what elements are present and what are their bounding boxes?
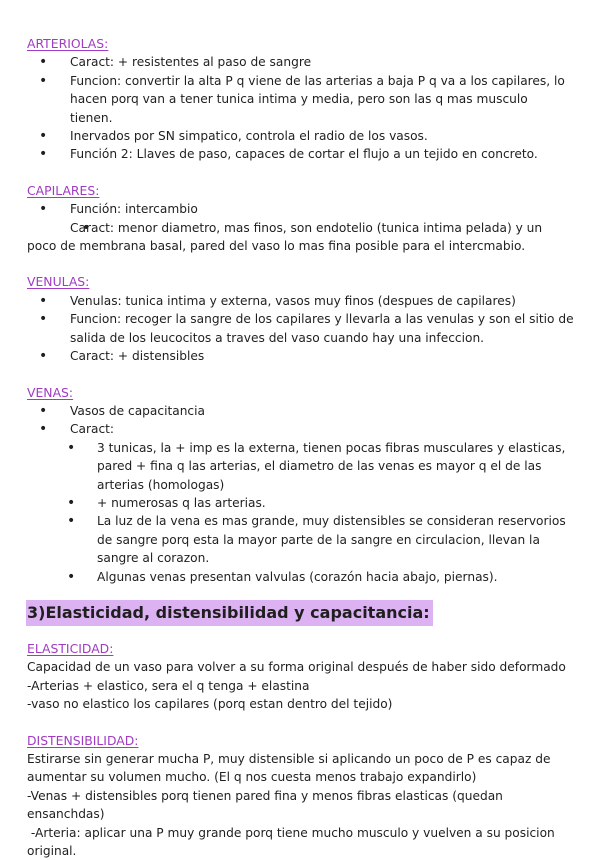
- list-item: • Inervados por SN simpatico, controla el radio de los vasos.: [27, 127, 574, 145]
- list-item: • La luz de la vena es mas grande, muy distensibles se consideran reservorios de sangre porq esta la mayor parte de la sangre en circulacion, llevan la sangre al corazon.: [27, 512, 574, 567]
- paragraph: -Arteria: aplicar una P muy grande porq tiene mucho musculo y vuelven a su posicion original.: [27, 825, 559, 859]
- list-item: • Caract: + resistentes al paso de sangre: [27, 53, 574, 71]
- list-item: • Funcion: convertir la alta P q viene de las arterias a baja P q va a los capilares, lo hacen porq van a tener tunica intima y media, pero son las q mas musculo tienen.: [27, 72, 574, 127]
- section-venulas: [27, 255, 574, 365]
- list-item: • + numerosas q las arterias.: [27, 494, 574, 512]
- list-item: • Venulas: tunica intima y externa, vasos muy finos (despues de capilares): [27, 292, 574, 310]
- capilares-title: CAPILARES:: [27, 182, 100, 198]
- section-heading: [27, 586, 574, 626]
- list-item: • Funcion: recoger la sangre de los capilares y llevarla a las venulas y son el sitio de salida de los leucocitos a traves del vaso cuando hay una infeccion.: [27, 310, 574, 347]
- list-item: • Función: intercambio: [27, 200, 574, 218]
- venulas-list: [27, 292, 574, 366]
- list-item: • 3 tunicas, la + imp es la externa, tienen pocas fibras musculares y elasticas, pared + fina q las arterias, el diametro de las venas es mayor q el de las arterias (homologas): [27, 439, 574, 494]
- venas-title: VENAS:: [27, 384, 74, 400]
- paragraph: -vaso no elastico los capilares (porq estan dentro del tejido): [27, 697, 393, 712]
- venas-sublist: [27, 439, 574, 586]
- list-item: • Vasos de capacitancia: [27, 402, 574, 420]
- section-elasticidad: [27, 626, 574, 714]
- section-arteriolas: [27, 0, 574, 164]
- paragraph: Capacidad de un vaso para volver a su forma original después de haber sido deformado: [27, 660, 566, 675]
- distensibilidad-title: DISTENSIBILIDAD:: [27, 732, 139, 748]
- list-item: • Caract: menor diametro, mas finos, son endotelio (tunica intima pelada) y un poco de membrana basal, pared del vaso lo mas fina posible para el intercmabio.: [27, 219, 574, 256]
- section-distensibilidad: [27, 714, 574, 860]
- elasticidad-title: ELASTICIDAD:: [27, 640, 114, 656]
- heading-elasticidad-distensibilidad: 3)Elasticidad, distensibilidad y capacitancia:: [26, 600, 433, 626]
- venas-list: [27, 402, 574, 439]
- paragraph: Estirarse sin generar mucha P, muy distensible si aplicando un poco de P es capaz de aumentar su volumen mucho. (El q nos cuesta menos trabajo expandirlo): [27, 752, 551, 785]
- arteriolas-list: [27, 53, 574, 163]
- arteriolas-title: ARTERIOLAS:: [27, 36, 109, 51]
- paragraph: -Arterias + elastico, sera el q tenga + elastina: [27, 678, 310, 693]
- section-venas: [27, 366, 574, 586]
- venulas-title: VENULAS:: [27, 274, 90, 290]
- list-item: • Caract: + distensibles: [27, 347, 574, 365]
- list-item: • Función 2: Llaves de paso, capaces de cortar el flujo a un tejido en concreto.: [27, 145, 574, 163]
- list-item: • Caract:: [27, 420, 574, 438]
- list-item: • Algunas venas presentan valvulas (corazón hacia abajo, piernas).: [27, 568, 574, 586]
- paragraph: -Venas + distensibles porq tienen pared fina y menos fibras elasticas (quedan ensanchdas): [27, 788, 503, 822]
- section-capilares: [27, 164, 574, 256]
- capilares-list: [27, 200, 574, 255]
